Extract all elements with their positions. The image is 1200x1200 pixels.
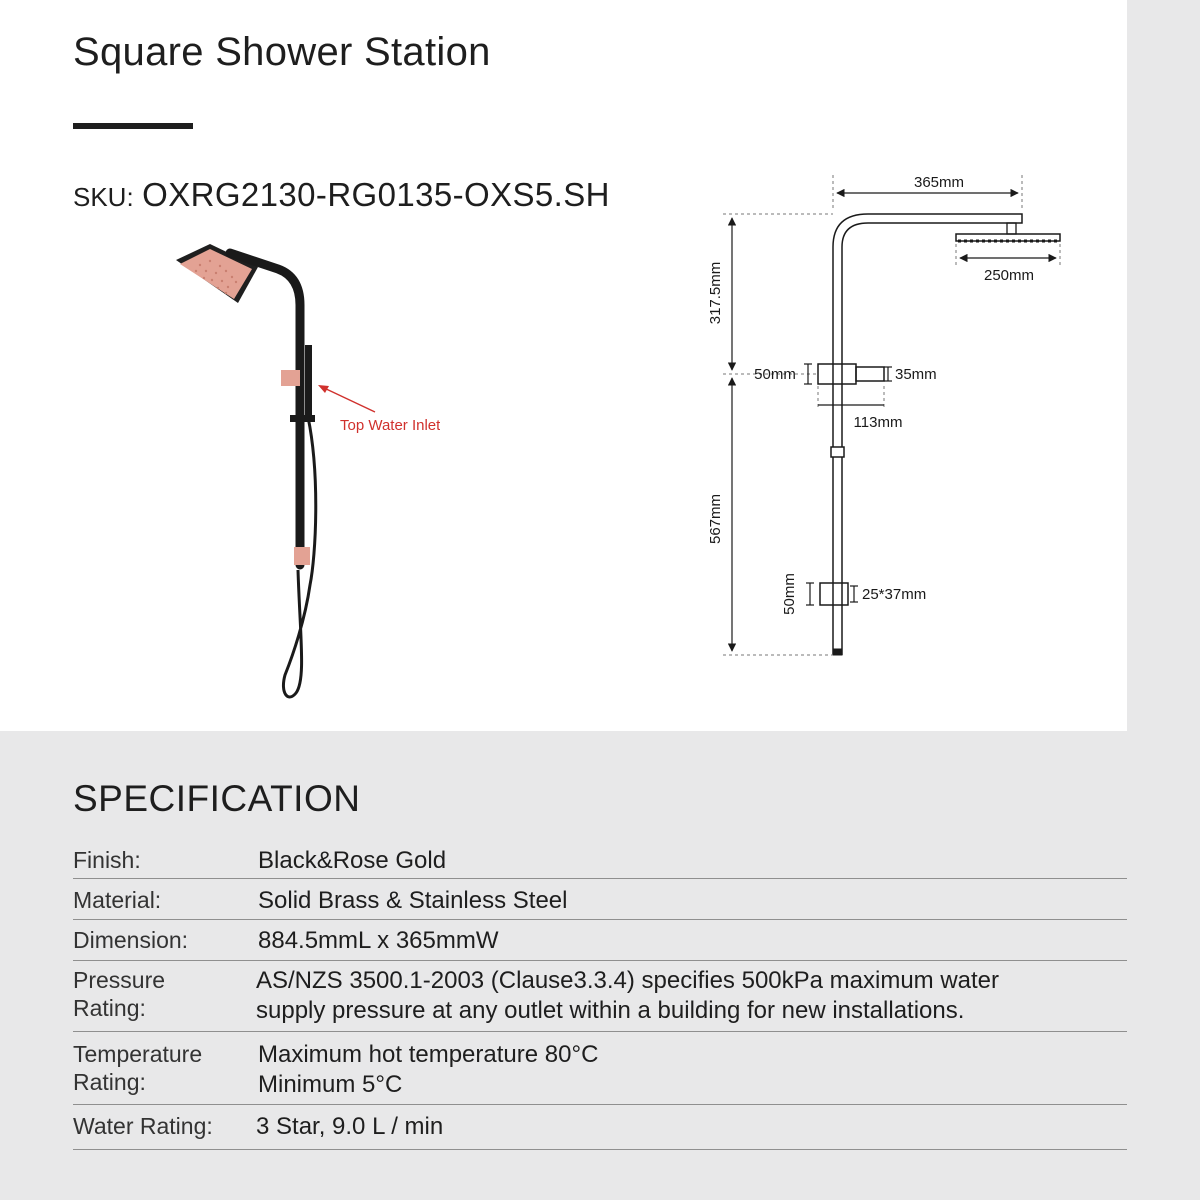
hand-shower-holder <box>290 415 315 422</box>
dim-arm-width: 365mm <box>913 174 965 191</box>
spec-value-water-rating: 3 Star, 9.0 L / min <box>256 1113 444 1140</box>
dim-head-width: 250mm <box>983 267 1035 284</box>
spec-label-line: Temperature <box>73 1041 203 1067</box>
right-margin-strip <box>1127 0 1200 1200</box>
spec-value-pressure-rating <box>256 966 999 1026</box>
spec-value-finish: Black&Rose Gold <box>258 847 447 874</box>
top-inlet-bracket <box>281 370 300 386</box>
dim-upper-height: 317.5mm <box>707 261 724 325</box>
dim-bracket-height: 50mm <box>754 366 796 383</box>
spec-label-water-rating: Water Rating: <box>73 1113 213 1139</box>
spec-row-material <box>73 879 1127 920</box>
page-title: Square Shower Station <box>73 30 491 74</box>
spec-row-pressure-rating <box>73 961 1127 1032</box>
spec-value-line: Maximum hot temperature 80°C <box>258 1041 599 1068</box>
spec-row-finish <box>73 840 1127 879</box>
top-water-inlet-label: Top Water Inlet <box>340 417 440 434</box>
spec-row-water-rating <box>73 1105 1127 1150</box>
bottom-bracket <box>294 547 310 565</box>
hand-shower <box>305 345 312 417</box>
dim-holder-size: 25*37mm <box>862 586 927 603</box>
sku-line <box>73 176 610 214</box>
dim-bracket-offset: 113mm <box>853 414 903 431</box>
spec-label-line: Pressure <box>73 967 166 993</box>
spec-value-line: Minimum 5°C <box>258 1071 403 1098</box>
spec-label-line: Rating: <box>73 995 146 1021</box>
spec-value-material: Solid Brass & Stainless Steel <box>258 887 568 914</box>
product-image <box>170 235 440 715</box>
specification-table <box>73 840 1127 1150</box>
spec-row-temperature-rating <box>73 1032 1127 1105</box>
shower-arm <box>230 253 300 565</box>
dimension-diagram <box>690 165 1090 665</box>
spec-value-line: AS/NZS 3500.1-2003 (Clause3.3.4) specifies 500kPa maximum water <box>256 967 1000 994</box>
spec-label-material: Material: <box>73 887 162 913</box>
dim-holder-height: 50mm <box>781 573 798 615</box>
rain-shower-head <box>176 244 258 303</box>
spec-label-temperature-rating <box>73 1040 202 1096</box>
spec-value-temperature-rating <box>258 1040 598 1100</box>
spec-label-pressure-rating <box>73 966 165 1022</box>
dim-lower-height: 567mm <box>707 493 724 545</box>
sku-value: OXRG2130-RG0135-OXS5.SH <box>142 176 610 213</box>
top-water-inlet-arrow <box>318 385 375 412</box>
spec-label-finish: Finish: <box>73 847 141 873</box>
sku-label: SKU: <box>73 182 134 212</box>
spec-value-dimension: 884.5mmL x 365mmW <box>258 927 499 954</box>
title-underline <box>73 123 193 129</box>
spec-row-dimension <box>73 920 1127 961</box>
spec-value-line: supply pressure at any outlet within a building for new installations. <box>256 997 965 1024</box>
spec-label-line: Rating: <box>73 1069 146 1095</box>
specification-heading: SPECIFICATION <box>73 778 361 819</box>
spec-label-dimension: Dimension: <box>73 927 189 953</box>
dim-bracket-depth: 35mm <box>895 366 937 383</box>
